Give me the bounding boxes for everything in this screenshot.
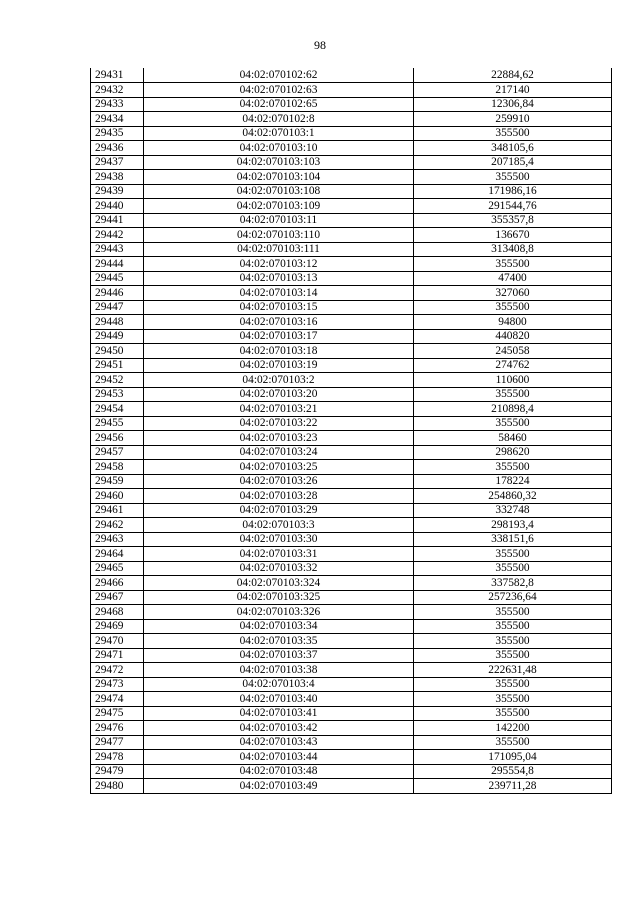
row-number-cell: 29435 (91, 126, 144, 141)
cadastral-number-cell: 04:02:070103:14 (144, 286, 414, 301)
cadastral-number-cell: 04:02:070103:13 (144, 271, 414, 286)
row-number-cell: 29444 (91, 257, 144, 272)
value-cell: 110600 (414, 373, 612, 388)
table-row (91, 634, 612, 649)
value-cell: 355500 (414, 619, 612, 634)
value-cell: 355357,8 (414, 213, 612, 228)
cadastral-number-cell: 04:02:070103:3 (144, 518, 414, 533)
cadastral-number-cell: 04:02:070103:41 (144, 706, 414, 721)
row-number-cell: 29468 (91, 605, 144, 620)
value-cell: 355500 (414, 547, 612, 562)
row-number-cell: 29443 (91, 242, 144, 257)
table-row (91, 402, 612, 417)
table-row (91, 474, 612, 489)
row-number-cell: 29462 (91, 518, 144, 533)
cadastral-number-cell: 04:02:070103:48 (144, 764, 414, 779)
value-cell: 259910 (414, 112, 612, 127)
value-cell: 355500 (414, 257, 612, 272)
value-cell: 142200 (414, 721, 612, 736)
table-row (91, 590, 612, 605)
table-row (91, 489, 612, 504)
value-cell: 332748 (414, 503, 612, 518)
row-number-cell: 29431 (91, 68, 144, 83)
cadastral-number-cell: 04:02:070103:25 (144, 460, 414, 475)
table-row (91, 199, 612, 214)
table-row (91, 170, 612, 185)
value-cell: 355500 (414, 605, 612, 620)
cadastral-number-cell: 04:02:070103:43 (144, 735, 414, 750)
table-row (91, 315, 612, 330)
table-row (91, 213, 612, 228)
row-number-cell: 29459 (91, 474, 144, 489)
row-number-cell: 29463 (91, 532, 144, 547)
cadastral-number-cell: 04:02:070103:325 (144, 590, 414, 605)
cadastral-number-cell: 04:02:070103:21 (144, 402, 414, 417)
row-number-cell: 29471 (91, 648, 144, 663)
cadastral-number-cell: 04:02:070102:65 (144, 97, 414, 112)
row-number-cell: 29440 (91, 199, 144, 214)
table-row (91, 387, 612, 402)
row-number-cell: 29450 (91, 344, 144, 359)
table-row (91, 68, 612, 83)
table-row (91, 561, 612, 576)
row-number-cell: 29457 (91, 445, 144, 460)
value-cell: 355500 (414, 677, 612, 692)
table-row (91, 141, 612, 156)
cadastral-number-cell: 04:02:070103:103 (144, 155, 414, 170)
value-cell: 298193,4 (414, 518, 612, 533)
value-cell: 222631,48 (414, 663, 612, 678)
table-row (91, 344, 612, 359)
cadastral-number-cell: 04:02:070102:8 (144, 112, 414, 127)
value-cell: 355500 (414, 692, 612, 707)
value-cell: 355500 (414, 648, 612, 663)
row-number-cell: 29437 (91, 155, 144, 170)
row-number-cell: 29456 (91, 431, 144, 446)
value-cell: 58460 (414, 431, 612, 446)
table-row (91, 271, 612, 286)
value-cell: 136670 (414, 228, 612, 243)
cadastral-number-cell: 04:02:070103:16 (144, 315, 414, 330)
row-number-cell: 29448 (91, 315, 144, 330)
cadastral-number-cell: 04:02:070103:24 (144, 445, 414, 460)
value-cell: 355500 (414, 460, 612, 475)
cadastral-number-cell: 04:02:070103:28 (144, 489, 414, 504)
value-cell: 94800 (414, 315, 612, 330)
table-row (91, 83, 612, 98)
value-cell: 355500 (414, 634, 612, 649)
value-cell: 22884,62 (414, 68, 612, 83)
row-number-cell: 29452 (91, 373, 144, 388)
table-row (91, 97, 612, 112)
registry-table (90, 68, 612, 794)
table-row (91, 605, 612, 620)
row-number-cell: 29455 (91, 416, 144, 431)
table-row (91, 126, 612, 141)
cadastral-number-cell: 04:02:070103:17 (144, 329, 414, 344)
value-cell: 355500 (414, 706, 612, 721)
row-number-cell: 29466 (91, 576, 144, 591)
cadastral-number-cell: 04:02:070103:111 (144, 242, 414, 257)
row-number-cell: 29475 (91, 706, 144, 721)
value-cell: 171095,04 (414, 750, 612, 765)
table-row (91, 112, 612, 127)
cadastral-number-cell: 04:02:070103:326 (144, 605, 414, 620)
row-number-cell: 29477 (91, 735, 144, 750)
cadastral-number-cell: 04:02:070103:49 (144, 779, 414, 794)
row-number-cell: 29465 (91, 561, 144, 576)
row-number-cell: 29434 (91, 112, 144, 127)
row-number-cell: 29432 (91, 83, 144, 98)
cadastral-number-cell: 04:02:070103:26 (144, 474, 414, 489)
table-row (91, 460, 612, 475)
table-row (91, 663, 612, 678)
row-number-cell: 29478 (91, 750, 144, 765)
cadastral-number-cell: 04:02:070103:18 (144, 344, 414, 359)
table-row (91, 547, 612, 562)
table-row (91, 779, 612, 794)
row-number-cell: 29480 (91, 779, 144, 794)
table-row (91, 373, 612, 388)
cadastral-number-cell: 04:02:070103:15 (144, 300, 414, 315)
registry-table-body (91, 68, 612, 793)
table-row (91, 692, 612, 707)
table-row (91, 184, 612, 199)
cadastral-number-cell: 04:02:070103:22 (144, 416, 414, 431)
row-number-cell: 29469 (91, 619, 144, 634)
cadastral-number-cell: 04:02:070103:1 (144, 126, 414, 141)
table-row (91, 619, 612, 634)
row-number-cell: 29451 (91, 358, 144, 373)
cadastral-number-cell: 04:02:070103:35 (144, 634, 414, 649)
value-cell: 245058 (414, 344, 612, 359)
cadastral-number-cell: 04:02:070103:11 (144, 213, 414, 228)
table-row (91, 721, 612, 736)
page-number: 98 (314, 38, 326, 52)
cadastral-number-cell: 04:02:070103:44 (144, 750, 414, 765)
value-cell: 327060 (414, 286, 612, 301)
table-row (91, 532, 612, 547)
cadastral-number-cell: 04:02:070103:23 (144, 431, 414, 446)
value-cell: 355500 (414, 387, 612, 402)
cadastral-number-cell: 04:02:070103:29 (144, 503, 414, 518)
row-number-cell: 29445 (91, 271, 144, 286)
table-row (91, 416, 612, 431)
cadastral-number-cell: 04:02:070103:31 (144, 547, 414, 562)
value-cell: 239711,28 (414, 779, 612, 794)
table-row (91, 518, 612, 533)
table-row (91, 576, 612, 591)
table-row (91, 286, 612, 301)
row-number-cell: 29453 (91, 387, 144, 402)
value-cell: 355500 (414, 735, 612, 750)
value-cell: 210898,4 (414, 402, 612, 417)
cadastral-number-cell: 04:02:070103:42 (144, 721, 414, 736)
cadastral-number-cell: 04:02:070103:109 (144, 199, 414, 214)
row-number-cell: 29470 (91, 634, 144, 649)
cadastral-number-cell: 04:02:070103:108 (144, 184, 414, 199)
table-row (91, 358, 612, 373)
value-cell: 313408,8 (414, 242, 612, 257)
value-cell: 12306,84 (414, 97, 612, 112)
table-row (91, 735, 612, 750)
value-cell: 355500 (414, 561, 612, 576)
row-number-cell: 29442 (91, 228, 144, 243)
cadastral-number-cell: 04:02:070103:4 (144, 677, 414, 692)
table-row (91, 242, 612, 257)
cadastral-number-cell: 04:02:070103:37 (144, 648, 414, 663)
value-cell: 47400 (414, 271, 612, 286)
cadastral-number-cell: 04:02:070103:104 (144, 170, 414, 185)
value-cell: 295554,8 (414, 764, 612, 779)
row-number-cell: 29476 (91, 721, 144, 736)
row-number-cell: 29461 (91, 503, 144, 518)
row-number-cell: 29446 (91, 286, 144, 301)
row-number-cell: 29467 (91, 590, 144, 605)
cadastral-number-cell: 04:02:070103:110 (144, 228, 414, 243)
row-number-cell: 29464 (91, 547, 144, 562)
value-cell: 298620 (414, 445, 612, 460)
value-cell: 257236,64 (414, 590, 612, 605)
value-cell: 207185,4 (414, 155, 612, 170)
row-number-cell: 29441 (91, 213, 144, 228)
cadastral-number-cell: 04:02:070103:34 (144, 619, 414, 634)
table-row (91, 648, 612, 663)
cadastral-number-cell: 04:02:070103:20 (144, 387, 414, 402)
row-number-cell: 29449 (91, 329, 144, 344)
cadastral-number-cell: 04:02:070103:12 (144, 257, 414, 272)
value-cell: 355500 (414, 416, 612, 431)
value-cell: 355500 (414, 170, 612, 185)
table-row (91, 764, 612, 779)
table-row (91, 677, 612, 692)
table-row (91, 155, 612, 170)
table-row (91, 329, 612, 344)
value-cell: 291544,76 (414, 199, 612, 214)
value-cell: 348105,6 (414, 141, 612, 156)
value-cell: 217140 (414, 83, 612, 98)
table-row (91, 431, 612, 446)
table-row (91, 257, 612, 272)
value-cell: 274762 (414, 358, 612, 373)
value-cell: 178224 (414, 474, 612, 489)
row-number-cell: 29447 (91, 300, 144, 315)
cadastral-number-cell: 04:02:070103:38 (144, 663, 414, 678)
cadastral-number-cell: 04:02:070103:19 (144, 358, 414, 373)
row-number-cell: 29454 (91, 402, 144, 417)
table-row (91, 445, 612, 460)
table-row (91, 300, 612, 315)
value-cell: 254860,32 (414, 489, 612, 504)
row-number-cell: 29473 (91, 677, 144, 692)
cadastral-number-cell: 04:02:070103:2 (144, 373, 414, 388)
row-number-cell: 29458 (91, 460, 144, 475)
value-cell: 171986,16 (414, 184, 612, 199)
cadastral-number-cell: 04:02:070103:32 (144, 561, 414, 576)
cadastral-number-cell: 04:02:070103:324 (144, 576, 414, 591)
table-row (91, 750, 612, 765)
value-cell: 337582,8 (414, 576, 612, 591)
cadastral-number-cell: 04:02:070103:40 (144, 692, 414, 707)
row-number-cell: 29439 (91, 184, 144, 199)
cadastral-number-cell: 04:02:070103:10 (144, 141, 414, 156)
table-row (91, 228, 612, 243)
row-number-cell: 29433 (91, 97, 144, 112)
table-row (91, 706, 612, 721)
value-cell: 440820 (414, 329, 612, 344)
row-number-cell: 29436 (91, 141, 144, 156)
cadastral-number-cell: 04:02:070102:63 (144, 83, 414, 98)
value-cell: 355500 (414, 126, 612, 141)
row-number-cell: 29472 (91, 663, 144, 678)
table-row (91, 503, 612, 518)
row-number-cell: 29438 (91, 170, 144, 185)
value-cell: 355500 (414, 300, 612, 315)
value-cell: 338151,6 (414, 532, 612, 547)
cadastral-number-cell: 04:02:070103:30 (144, 532, 414, 547)
row-number-cell: 29474 (91, 692, 144, 707)
row-number-cell: 29460 (91, 489, 144, 504)
cadastral-number-cell: 04:02:070102:62 (144, 68, 414, 83)
row-number-cell: 29479 (91, 764, 144, 779)
